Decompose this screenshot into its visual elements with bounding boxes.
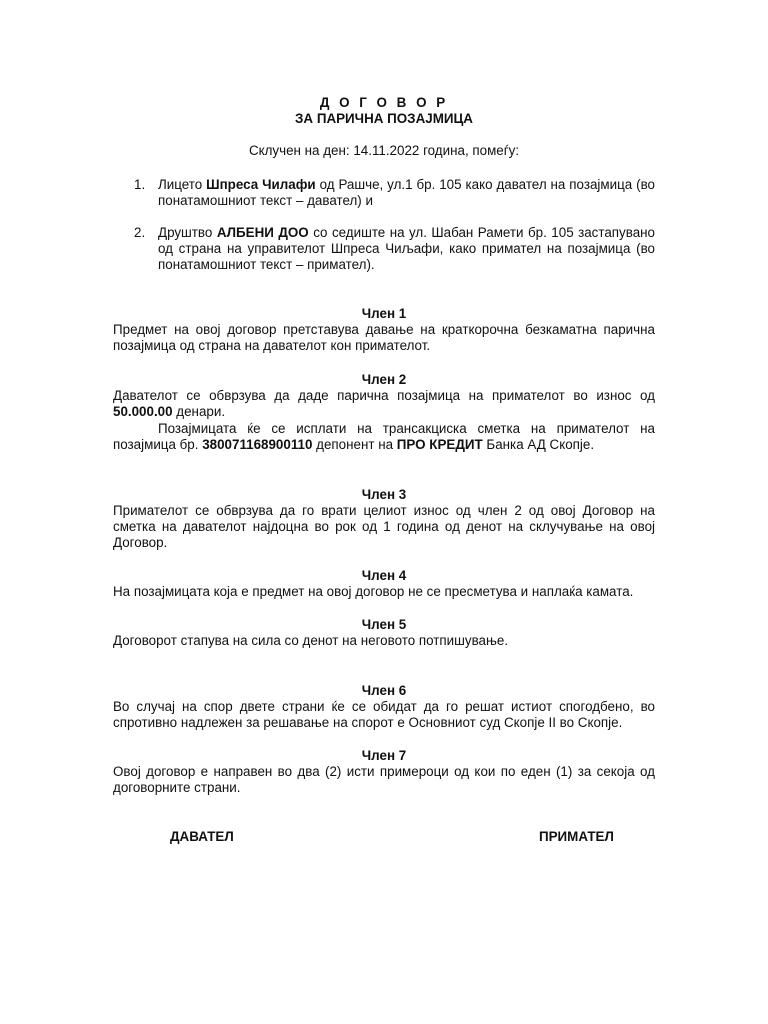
article-3-text: Примателот се обврзува да го врати целиот износ од член 2 од овој Договор на сметка на давателот најдоцна во рок од 1 година од денот на склучување на овој Договор. — [113, 503, 655, 550]
article-2-heading: Член 2 — [361, 372, 407, 387]
article-4-text: На позајмицата која е предмет на овој договор не се пресметува и наплаќа камата. — [113, 584, 634, 599]
article-2-currency: денари. — [172, 404, 226, 419]
article-2-account: 380071168900110 — [202, 437, 313, 452]
party-1-text: од Рашче, ул.1 бр. 105 како давател на позајмица (во понатамошниот текст – давател) и — [158, 177, 655, 208]
article-2-amount: 50.000.00 — [113, 404, 173, 419]
article-7-text: Овој договор е направен во два (2) исти примероци од кои по еден (1) за секоја од договорните страни. — [113, 764, 655, 795]
article-5-heading: Член 5 — [361, 617, 407, 632]
article-3-heading: Член 3 — [361, 487, 407, 502]
party-2 — [158, 225, 655, 273]
article-2-p2-text1: Позајмицата ќе се исплати на трансакциска сметка на примателот на позајмица бр. — [113, 421, 655, 452]
party-1 — [158, 177, 655, 209]
party-2-prefix: Друштво — [158, 225, 217, 240]
receiver-signature-label: ПРИМАТЕЛ — [539, 829, 614, 844]
article-4-heading: Член 4 — [361, 568, 407, 583]
article-2-bank: ПРО КРЕДИТ — [396, 437, 483, 452]
article-7-heading: Член 7 — [361, 748, 407, 763]
article-2-paragraph-2 — [113, 421, 655, 453]
party-1-number: 1. — [134, 177, 146, 192]
article-2-p2-text3: Банка АД Скопје. — [482, 437, 595, 452]
document-subtitle: ЗА ПАРИЧНА ПОЗАЈМИЦА — [295, 111, 473, 126]
giver-signature-label: ДАВАТЕЛ — [170, 829, 234, 844]
party-1-name: Шпреса Чилафи — [206, 177, 316, 192]
concluded-line: Склучен на ден: 14.11.2022 година, помеѓу: — [248, 143, 520, 158]
article-2-p2-text2: депонент на — [312, 437, 397, 452]
article-1-text: Предмет на овој договор претставува давање на краткорочна безкаматна парична позајмица од страна на давателот кон примателот. — [113, 322, 655, 353]
party-2-name: АЛБЕНИ ДОО — [216, 225, 309, 240]
party-2-number: 2. — [134, 225, 146, 240]
document-title: Д О Г О В О Р — [319, 95, 449, 110]
party-1-prefix: Лицето — [158, 177, 207, 192]
article-6-heading: Член 6 — [361, 683, 407, 698]
article-2-amount-line — [113, 404, 655, 420]
article-5-text: Договорот стапува на сила со денот на неговото потпишување. — [113, 633, 509, 648]
article-2-line1: Давателот се обврзува да даде парична позајмица на примателот во износ од — [113, 388, 655, 403]
party-2-text: со седиште на ул. Шабан Рамети бр. 105 застапувано од страна на управителот Шпреса Чиљафи, како примател на позајмица (во понатамошниот текст – примател). — [158, 225, 656, 272]
article-6-text: Во случај на спор двете страни ќе се обидат да го решат истиот спогодбено, во спротивно надлежен за решавање на спорот е Основниот суд Скопје II во Скопје. — [113, 699, 655, 730]
article-1-heading: Член 1 — [361, 306, 407, 321]
